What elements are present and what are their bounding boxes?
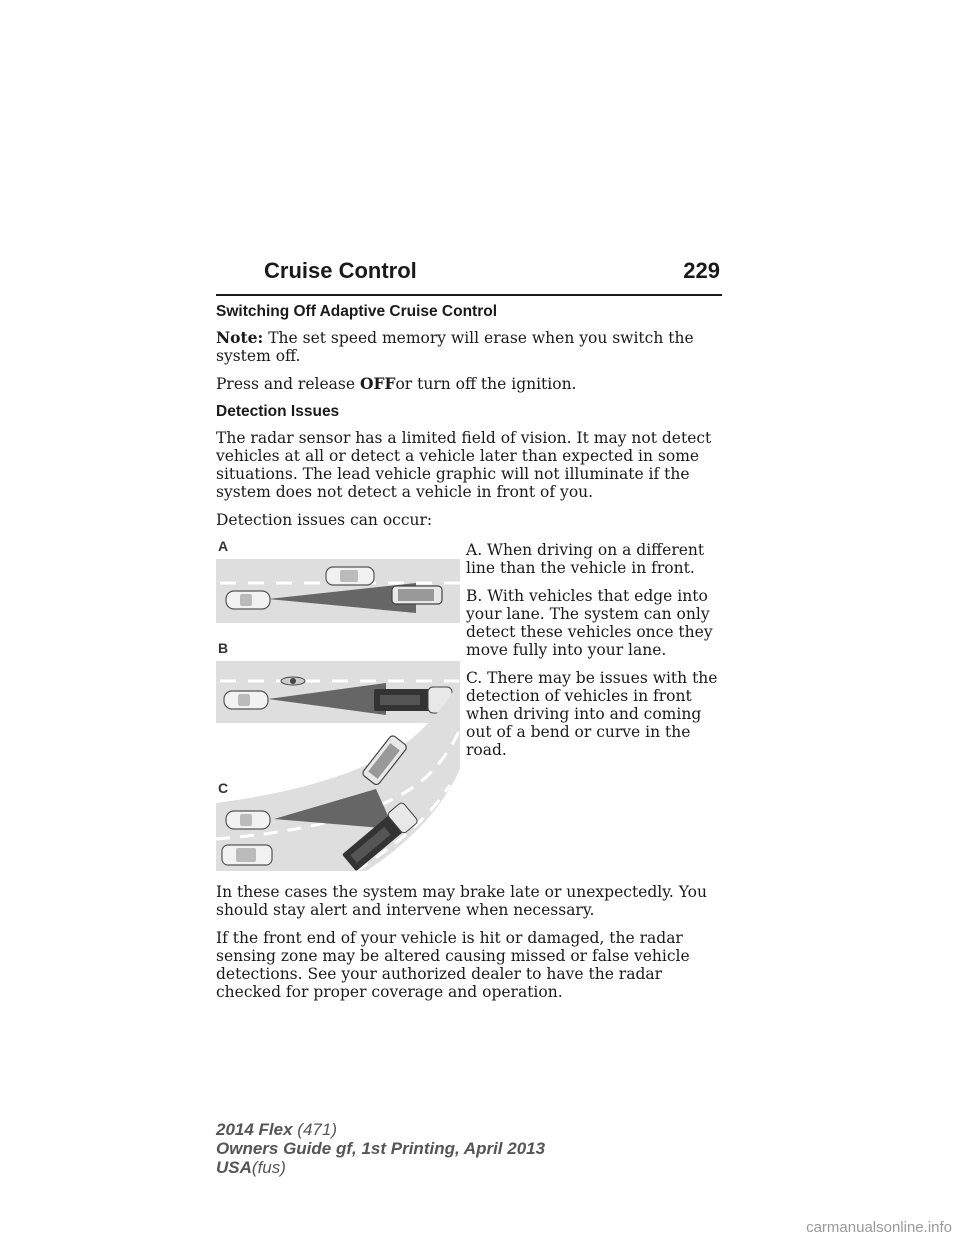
footer-code: (471)	[297, 1120, 337, 1139]
heading-detection-issues: Detection Issues	[216, 403, 340, 420]
footer-line-2: Owners Guide gf, 1st Printing, April 2013	[216, 1139, 546, 1158]
panel-a-road	[216, 559, 460, 623]
note-paragraph	[216, 329, 722, 365]
press-release-paragraph	[216, 375, 722, 393]
heading-switching-off: Switching Off Adaptive Cruise Control	[216, 303, 498, 320]
note-label: Note:	[216, 328, 264, 347]
detection-illustration	[216, 539, 460, 871]
own-car-icon	[226, 591, 270, 609]
page-number: 229	[683, 258, 720, 283]
watermark: carmanualsonline.info	[806, 1219, 952, 1236]
footer-line-1	[216, 1120, 545, 1139]
press-text-before: Press and release	[216, 375, 360, 393]
note-text: The set speed memory will erase when you switch the system off.	[216, 329, 694, 365]
figure-captions	[466, 541, 722, 769]
footer-region-code: (fus)	[251, 1158, 286, 1177]
panel-b-road	[216, 661, 460, 723]
figure-label-b: B	[218, 640, 229, 656]
section-title: Cruise Control	[264, 258, 417, 283]
lead-car-icon	[326, 567, 374, 585]
detection-figure-block	[216, 539, 722, 877]
adjacent-car-icon	[222, 845, 272, 865]
van-icon	[392, 586, 442, 604]
detection-paragraph-1: The radar sensor has a limited field of vision. It may not detect vehicles at all or detect a vehicle later than expected in some situations. The lead vehicle graphic will not illuminate if the system does not detect a vehicle in front of you.	[216, 429, 712, 501]
footer-region: USA	[216, 1158, 252, 1177]
page-header	[216, 258, 722, 296]
press-text-after: or turn off the ignition.	[395, 375, 577, 393]
item-a: A. When driving on a different line than the vehicle in front.	[466, 541, 705, 577]
page-footer	[216, 1120, 545, 1177]
footer-model: 2014 Flex	[216, 1120, 293, 1139]
page-content	[216, 303, 722, 1011]
own-car-icon	[226, 811, 270, 829]
detection-paragraph-3: In these cases the system may brake late or unexpectedly. You should stay alert and intervene when necessary.	[216, 883, 707, 919]
detection-paragraph-4: If the front end of your vehicle is hit or damaged, the radar sensing zone may be altered causing missed or false vehicle detections. See your authorized dealer to have the radar checked for proper coverage and operation.	[216, 929, 690, 1001]
item-c: C. There may be issues with the detection of vehicles in front when driving into and coming out of a bend or curve in the road.	[466, 669, 718, 759]
detection-paragraph-2: Detection issues can occur:	[216, 511, 433, 529]
footer-line-3	[216, 1158, 545, 1177]
own-car-icon	[224, 691, 268, 709]
figure-label-c: C	[218, 780, 229, 796]
truck-icon	[374, 687, 452, 713]
item-b: B. With vehicles that edge into your lane. The system can only detect these vehicles once they move fully into your lane.	[466, 587, 713, 659]
off-button-label: OFF	[359, 374, 396, 393]
figure-label-a: A	[218, 539, 229, 554]
motorcycle-icon	[281, 677, 305, 685]
